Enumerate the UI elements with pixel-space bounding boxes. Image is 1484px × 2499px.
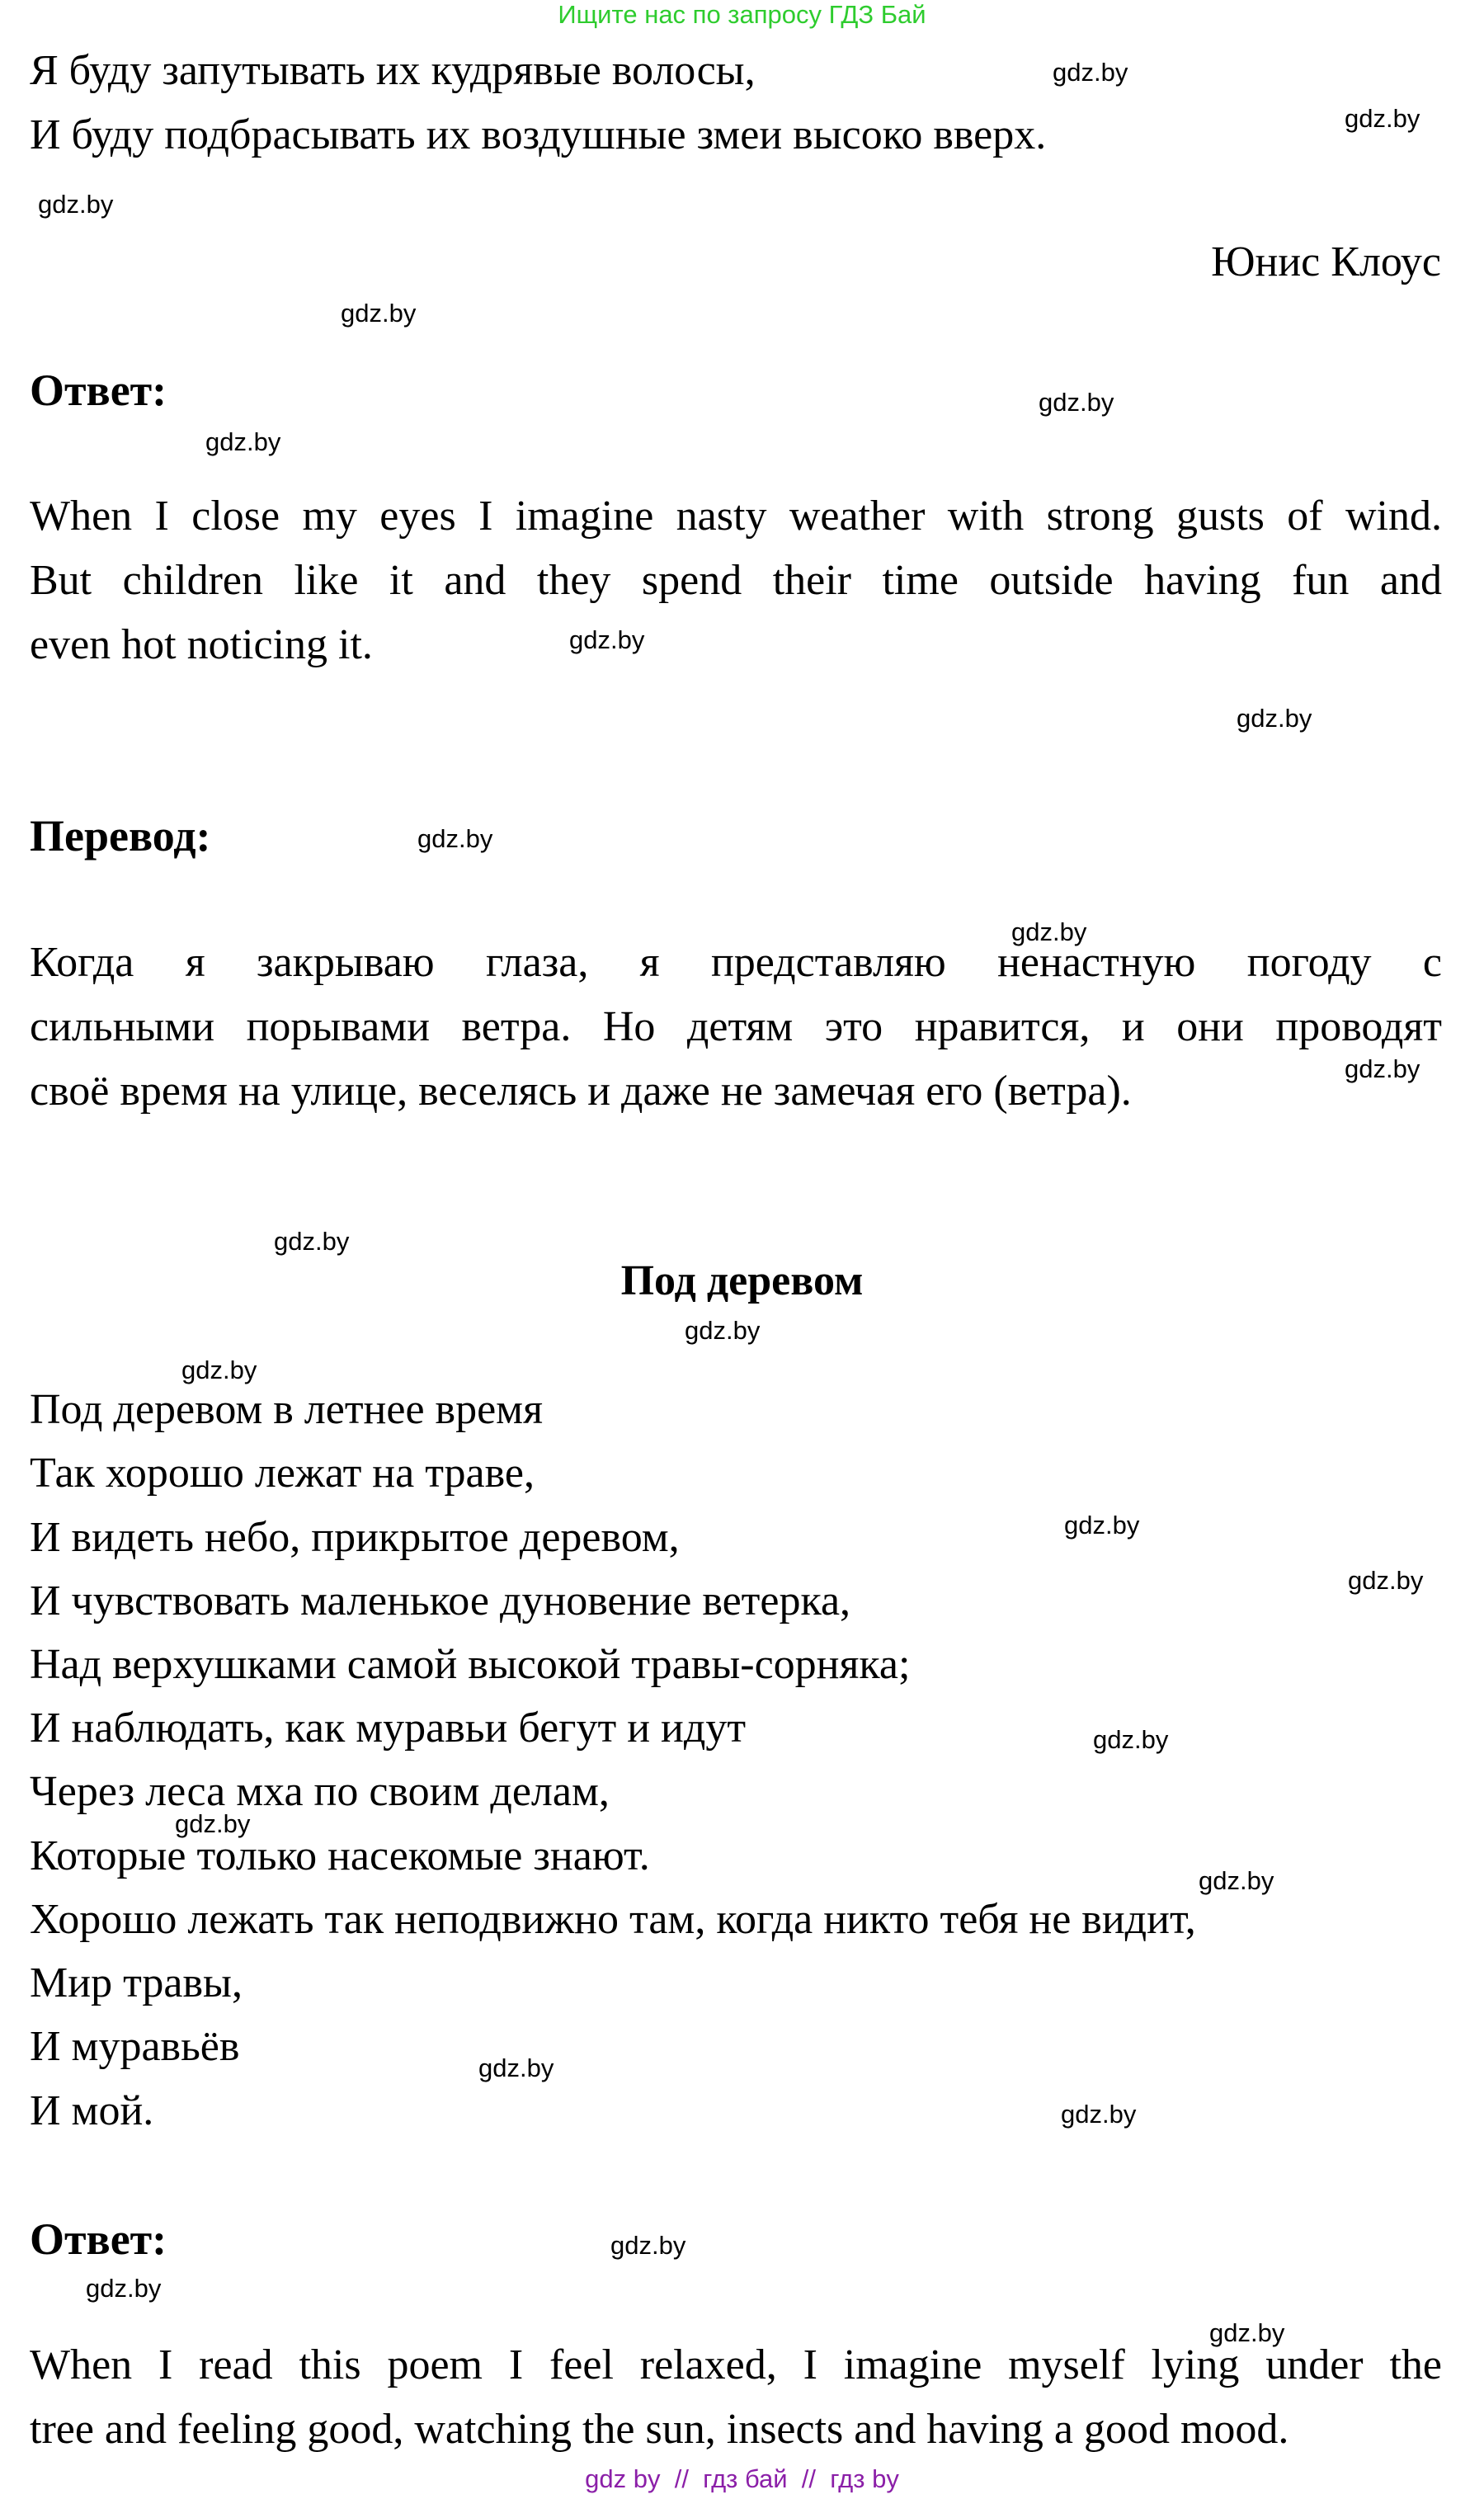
poem1-line-1: Я буду запутывать их кудрявые волосы, <box>30 47 756 94</box>
poem2-line-9: Хорошо лежать так неподвижно там, когда никто тебя не видит, <box>30 1896 1196 1943</box>
watermark: gdz.by <box>86 2274 162 2303</box>
poem1-line-2: И буду подбрасывать их воздушные змеи высоко вверх. <box>30 111 1047 158</box>
poem2-line-10: Мир травы, <box>30 1959 243 2006</box>
watermark: gdz.by <box>1011 917 1087 946</box>
watermark: gdz.by <box>1053 58 1128 87</box>
header-search-link[interactable]: Ищите нас по запросу ГДЗ Бай <box>558 0 926 29</box>
watermark: gdz.by <box>1345 1054 1420 1083</box>
poem2-line-2: Так хорошо лежат на траве, <box>30 1450 535 1497</box>
poem2-line-11: И муравьёв <box>30 2023 240 2070</box>
watermark: gdz.by <box>1345 104 1420 133</box>
answer2-line-2: tree and feeling good, watching the sun, insects and having a good mood. <box>30 2406 1289 2453</box>
poem1-author: Юнис Клоус <box>1211 238 1441 285</box>
translation-line-3: своё время на улице, веселясь и даже не замечая его (ветра). <box>30 1068 1132 1115</box>
answer1-line-2: But children like it and they spend their time outside having fun and <box>30 557 1442 604</box>
footer-links[interactable]: gdz by // гдз бай // гдз by <box>585 2464 899 2493</box>
poem2-line-4: И чувствовать маленькое дуновение ветерка, <box>30 1577 851 1624</box>
watermark: gdz.by <box>1199 1866 1274 1895</box>
answer2-line-1: When I read this poem I feel relaxed, I imagine myself lying under the <box>30 2341 1442 2388</box>
poem2-line-5: Над верхушками самой высокой травы-сорняка; <box>30 1641 911 1688</box>
poem2-title: Под деревом <box>620 1257 864 1304</box>
answer2-heading: Ответ: <box>30 2214 167 2264</box>
watermark: gdz.by <box>1064 1511 1140 1539</box>
watermark: gdz.by <box>685 1316 761 1345</box>
answer1-line-1: When I close my eyes I imagine nasty weather with strong gusts of wind. <box>30 493 1442 540</box>
watermark: gdz.by <box>341 299 417 328</box>
watermark: gdz.by <box>417 824 493 853</box>
watermark: gdz.by <box>478 2053 554 2082</box>
poem2-line-1: Под деревом в летнее время <box>30 1386 543 1433</box>
watermark: gdz.by <box>569 625 645 654</box>
watermark: gdz.by <box>274 1227 350 1256</box>
watermark: gdz.by <box>38 190 114 219</box>
poem2-line-8: Которые только насекомые знают. <box>30 1832 650 1879</box>
watermark: gdz.by <box>1061 2100 1137 2129</box>
translation-line-2: сильными порывами ветра. Но детям это нравится, и они проводят <box>30 1003 1442 1050</box>
watermark: gdz.by <box>205 427 281 456</box>
watermark: gdz.by <box>1348 1566 1424 1595</box>
watermark: gdz.by <box>175 1809 251 1838</box>
translation-line-1: Когда я закрываю глаза, я представляю ненастную погоду с <box>30 939 1442 986</box>
answer1-line-3: even hot noticing it. <box>30 621 373 668</box>
poem2-line-12: И мой. <box>30 2087 154 2134</box>
poem2-line-3: И видеть небо, прикрытое деревом, <box>30 1514 680 1561</box>
watermark: gdz.by <box>1093 1725 1169 1754</box>
watermark: gdz.by <box>610 2231 686 2260</box>
watermark: gdz.by <box>1237 704 1312 733</box>
poem2-line-6: И наблюдать, как муравьи бегут и идут <box>30 1705 747 1752</box>
translation-heading: Перевод: <box>30 811 211 861</box>
poem2-line-7: Через леса мха по своим делам, <box>30 1768 610 1815</box>
watermark: gdz.by <box>1209 2318 1285 2347</box>
watermark: gdz.by <box>181 1356 257 1384</box>
answer1-heading: Ответ: <box>30 365 167 415</box>
watermark: gdz.by <box>1039 388 1114 417</box>
